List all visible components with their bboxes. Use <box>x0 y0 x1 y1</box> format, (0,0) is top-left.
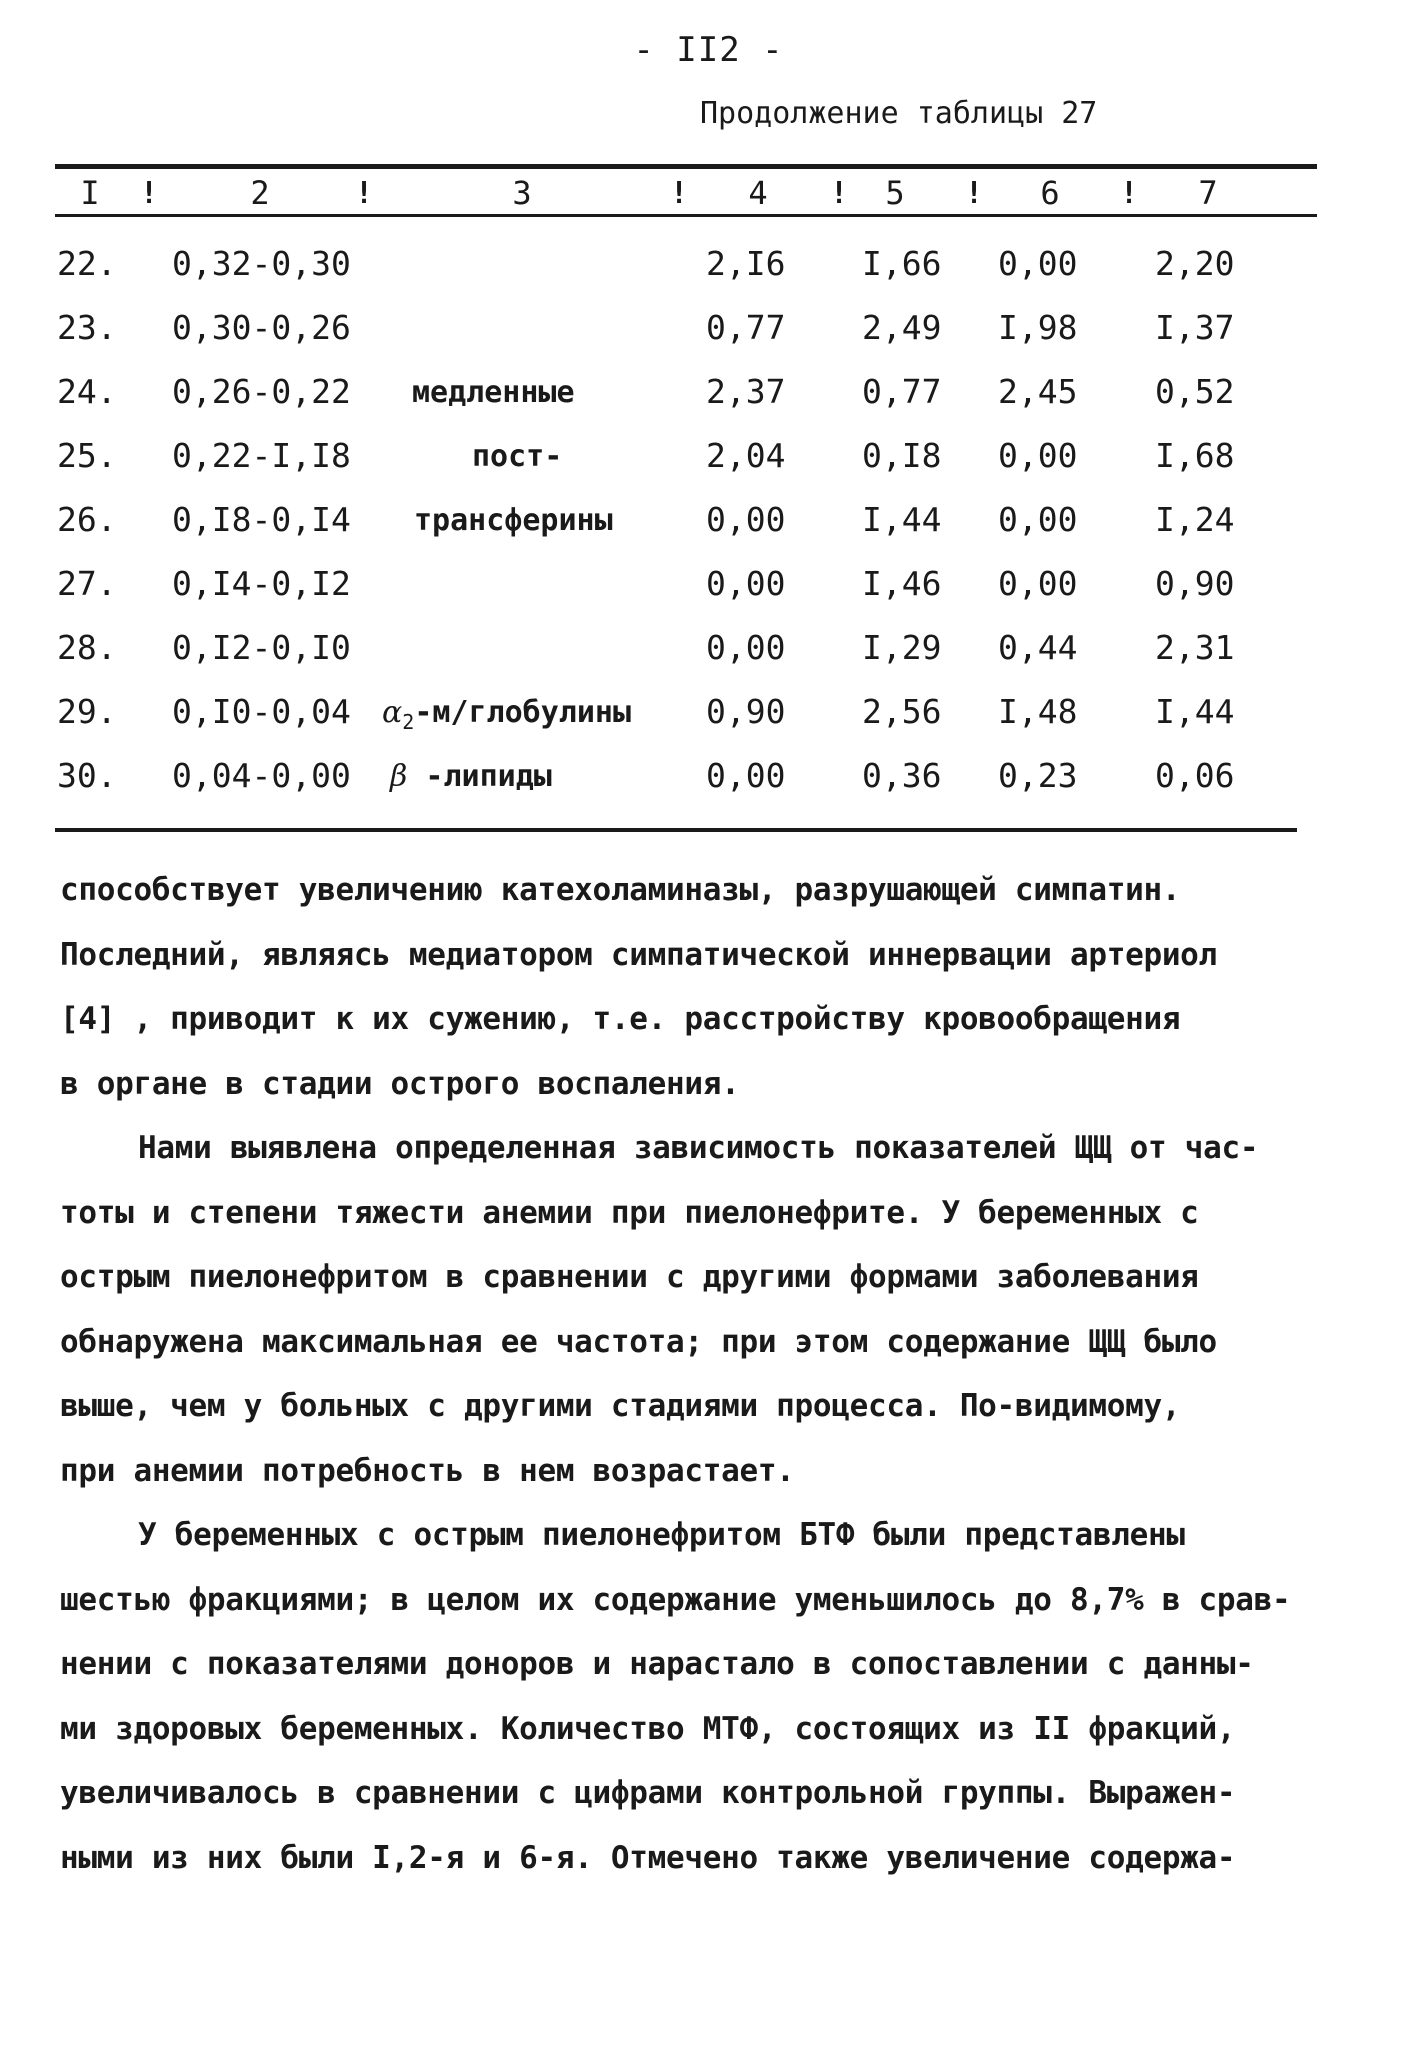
text-line: обнаружена максимальная ее частота; при этом содержание ЩЩ было <box>60 1323 1217 1360</box>
text-line: шестью фракциями; в целом их содержание уменьшилось до 8,7% в срав- <box>60 1581 1291 1618</box>
row-value-col6: I,48 <box>998 692 1078 731</box>
row-value-col5: I,44 <box>862 500 942 539</box>
alpha-label-rest: -м/глобулины <box>414 695 632 730</box>
col-separator: ! <box>670 176 689 211</box>
beta-label-rest: -липиды <box>407 759 552 794</box>
table-row <box>0 424 1417 488</box>
row-value-col7: 0,90 <box>1155 564 1235 603</box>
col-separator: ! <box>830 176 849 211</box>
row-value-col7: I,24 <box>1155 500 1235 539</box>
text-line: острым пиелонефритом в сравнении с другими формами заболевания <box>60 1259 1199 1295</box>
row-value-col4: 0,90 <box>706 692 786 731</box>
row-value-col4: 2,I6 <box>706 244 786 283</box>
col-separator: ! <box>140 176 159 211</box>
row-value-col6: 0,23 <box>998 756 1078 795</box>
row-value-col7: I,37 <box>1155 308 1235 347</box>
row-value-col4: 0,00 <box>706 628 786 667</box>
row-value-col4: 0,77 <box>706 308 786 347</box>
row-value-col6: 0,00 <box>998 436 1078 475</box>
beta-symbol: β <box>390 759 408 794</box>
text-line: увеличивалось в сравнении с цифрами контрольной группы. Выражен- <box>60 1775 1236 1811</box>
col-header-4: 4 <box>748 174 768 212</box>
row-value-col4: 2,04 <box>706 436 786 475</box>
row-value-col4: 0,00 <box>706 564 786 603</box>
text-line: Нами выявлена определенная зависимость показателей ЩЩ от час- <box>138 1130 1259 1166</box>
col-header-3: 3 <box>512 174 532 212</box>
row-value-col4: 0,00 <box>706 756 786 795</box>
row-value-col7: I,68 <box>1155 436 1235 475</box>
row-number: 22. <box>57 244 117 283</box>
paragraph <box>60 1116 1360 1503</box>
row-value-col5: 0,I8 <box>862 436 942 475</box>
row-number: 28. <box>57 628 117 667</box>
text-line: способствует увеличению катехоламиназы, разрушающей симпатин. <box>60 872 1181 908</box>
group-label-transferrins: трансферины <box>414 503 613 538</box>
text-line: при анемии потребность в нем возрастает. <box>60 1452 795 1489</box>
row-value-col5: I,66 <box>862 244 942 283</box>
page-number: - II2 - <box>633 30 784 70</box>
row-number: 29. <box>57 692 117 731</box>
row-number: 23. <box>57 308 117 347</box>
col-header-6: 6 <box>1040 174 1060 212</box>
row-value-col5: 0,36 <box>862 756 942 795</box>
table-top-rule <box>55 164 1317 169</box>
text-line: [4] , приводит к их сужению, т.е. расстройству кровообращения <box>60 1001 1181 1037</box>
row-value-col7: 2,20 <box>1155 244 1235 283</box>
text-line: выше, чем у больных с другими стадиями процесса. По-видимому, <box>60 1388 1181 1424</box>
group-label-post: пост- <box>472 439 563 474</box>
table-row <box>0 488 1417 552</box>
row-value-col7: 0,06 <box>1155 756 1235 795</box>
row-value-col5: 0,77 <box>862 372 942 411</box>
row-value-col5: I,29 <box>862 628 942 667</box>
table-caption: Продолжение таблицы 27 <box>700 96 1098 131</box>
text-line: У беременных с острым пиелонефритом БТФ были представлены <box>138 1517 1185 1553</box>
row-range: 0,I8-0,I4 <box>172 500 351 539</box>
row-value-col6: 0,00 <box>998 564 1078 603</box>
row-number: 25. <box>57 436 117 475</box>
row-value-col5: I,46 <box>862 564 942 603</box>
col-separator: ! <box>965 176 984 211</box>
row-range: 0,I4-0,I2 <box>172 564 351 603</box>
row-value-col6: I,98 <box>998 308 1078 347</box>
col-header-7: 7 <box>1198 174 1218 212</box>
text-line: нении с показателями доноров и нарастало в сопоставлении с данны- <box>60 1646 1254 1682</box>
row-range: 0,22-I,I8 <box>172 436 351 475</box>
row-range: 0,26-0,22 <box>172 372 351 411</box>
alpha-subscript: 2 <box>402 710 415 734</box>
alpha-symbol: α <box>382 695 403 730</box>
group-label-beta-lipids <box>390 759 552 794</box>
row-value-col5: 2,56 <box>862 692 942 731</box>
table-row <box>0 296 1417 360</box>
text-line: Последний, являясь медиатором симпатической иннервации артериол <box>60 936 1217 973</box>
group-label-alpha2-macroglobulins <box>382 695 631 734</box>
paragraph <box>60 858 1360 1116</box>
table-row <box>0 616 1417 680</box>
table-row <box>0 360 1417 424</box>
table-header-rule <box>55 214 1317 217</box>
row-value-col6: 0,00 <box>998 244 1078 283</box>
text-line: в органе в стадии острого воспаления. <box>60 1065 740 1102</box>
text-line: ными из них были I,2-я и 6-я. Отмечено также увеличение содержа- <box>60 1839 1236 1876</box>
body-text <box>60 858 1360 1890</box>
table-bottom-rule <box>55 828 1297 832</box>
row-range: 0,32-0,30 <box>172 244 351 283</box>
paragraph <box>60 1503 1360 1890</box>
row-value-col4: 2,37 <box>706 372 786 411</box>
group-label-slow: медленные <box>412 375 575 410</box>
row-value-col7: 0,52 <box>1155 372 1235 411</box>
row-range: 0,I0-0,04 <box>172 692 351 731</box>
row-value-col6: 0,44 <box>998 628 1078 667</box>
table-row <box>0 232 1417 296</box>
text-line: тоты и степени тяжести анемии при пиелонефрите. У беременных с <box>60 1194 1199 1231</box>
row-value-col5: 2,49 <box>862 308 942 347</box>
text-line: ми здоровых беременных. Количество МТФ, состоящих из II фракций, <box>60 1710 1236 1747</box>
col-separator: ! <box>1120 176 1139 211</box>
col-separator: ! <box>355 176 374 211</box>
col-header-1: I <box>80 174 100 212</box>
row-range: 0,I2-0,I0 <box>172 628 351 667</box>
row-value-col7: I,44 <box>1155 692 1235 731</box>
row-value-col6: 0,00 <box>998 500 1078 539</box>
row-range: 0,30-0,26 <box>172 308 351 347</box>
col-header-5: 5 <box>885 174 905 212</box>
table-row <box>0 552 1417 616</box>
table-row <box>0 744 1417 808</box>
col-header-2: 2 <box>250 174 270 212</box>
row-value-col7: 2,31 <box>1155 628 1235 667</box>
row-value-col4: 0,00 <box>706 500 786 539</box>
row-value-col6: 2,45 <box>998 372 1078 411</box>
row-range: 0,04-0,00 <box>172 756 351 795</box>
table-row <box>0 680 1417 744</box>
row-number: 27. <box>57 564 117 603</box>
row-number: 30. <box>57 756 117 795</box>
row-number: 26. <box>57 500 117 539</box>
row-number: 24. <box>57 372 117 411</box>
